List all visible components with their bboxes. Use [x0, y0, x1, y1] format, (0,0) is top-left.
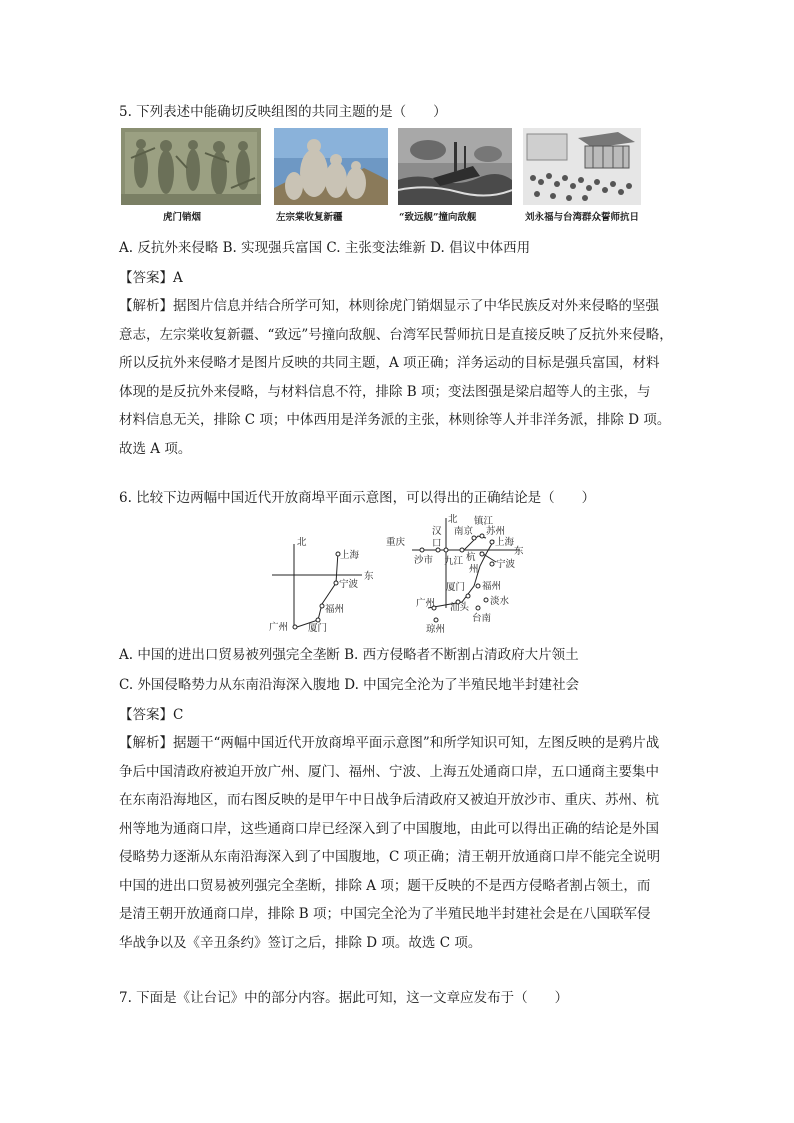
- caption-zhiyuan: “致远舰”撞向敌舰: [399, 212, 477, 223]
- port-xiamen: [316, 618, 320, 622]
- q6-stem: 6. 比较下边两幅中国近代开放商埠平面示意图，可以得出的正确结论是（ ）: [119, 490, 596, 506]
- port-fuzhou: [320, 604, 324, 608]
- q6-analysis-line: 华战争以及《辛丑条约》签订之后，排除 D 项。故选 C 项。: [119, 934, 482, 951]
- caption-humen: 虎门销烟: [163, 212, 202, 223]
- q6-analysis-line: 中国的进出口贸易被列强完全垄断，排除 A 项；题干反映的不是西方侵略者割占领土，而: [119, 877, 651, 894]
- port-hankou: [444, 548, 448, 552]
- city-label: 广州: [269, 622, 289, 633]
- q6-analysis: [119, 729, 689, 957]
- left-port-map: [262, 530, 382, 638]
- caption-liu-yongfu: 刘永福与台湾群众誓师抗日: [525, 212, 640, 223]
- q5-analysis-line: 材料信息无关，排除 C 项；中体西用是洋务派的主张，林则徐等人并非洋务派，排除 D 项。: [119, 412, 671, 428]
- city-label: 广州: [416, 598, 436, 609]
- q7-stem: 7. 下面是《让台记》中的部分内容。据此可知，这一文章应发布于（ ）: [119, 990, 569, 1006]
- q6-option-ab: A. 中国的进出口贸易被列强完全垄断 B. 西方侵略者不断割占清政府大片领土: [119, 647, 579, 663]
- port-ningbo: [490, 562, 494, 566]
- city-label: 重庆: [386, 537, 406, 548]
- port-fuzhou: [476, 584, 480, 588]
- q6-analysis-line: 争后中国清政府被迫开放广州、厦门、福州、宁波、上海五处通商口岸，五口通商主要集中: [119, 763, 659, 780]
- port-ningbo: [334, 581, 338, 585]
- humen-relief-image: [121, 128, 261, 205]
- city-label: 汉: [432, 526, 442, 537]
- q5-options: A. 反抗外来侵略 B. 实现强兵富国 C. 主张变法维新 D. 倡议中体西用: [119, 240, 531, 256]
- right-port-map: [382, 510, 532, 636]
- city-label: 镇江: [474, 516, 494, 527]
- city-label: 福州: [482, 581, 502, 592]
- q5-analysis-line: 意志，左宗棠收复新疆、“致远”号撞向敌舰、台湾军民誓师抗日是直接反映了反抗外来侵略，: [119, 326, 673, 343]
- city-label: 南京: [454, 526, 474, 537]
- q6-answer: 【答案】C: [119, 707, 184, 723]
- east-label: 东: [514, 546, 524, 557]
- port-zhenjiang: [480, 534, 484, 538]
- port-xiamen: [466, 594, 470, 598]
- zhiyuan-warship-image: [398, 128, 512, 205]
- coastline: [294, 552, 338, 628]
- q5-stem: 5. 下列表述中能确切反映组图的共同主题的是（ ）: [119, 104, 447, 120]
- q5-analysis-line: 所以反抗外来侵略才是图片反映的共同主题，A 项正确；洋务运动的目标是强兵富国，材料: [119, 355, 660, 371]
- city-label: 厦门: [308, 623, 328, 634]
- city-label: 苏州: [486, 526, 506, 537]
- port-shanghai: [490, 540, 494, 544]
- q5-answer: 【答案】A: [119, 270, 183, 286]
- q5-analysis-line: 【解析】据图片信息并结合所学可知，林则徐虎门销烟显示了中华民族反对外来侵略的坚强: [119, 298, 659, 314]
- zuo-zongtang-statue-image: [274, 128, 388, 205]
- port-tainan: [476, 606, 480, 610]
- city-label: 九江: [444, 556, 464, 567]
- city-label: 沙市: [414, 555, 434, 566]
- city-label: 台南: [472, 613, 492, 624]
- q5-analysis: [119, 292, 689, 463]
- city-label: 福州: [325, 604, 345, 615]
- north-label: 北: [448, 514, 458, 525]
- city-label: 州: [469, 564, 479, 575]
- north-label: 北: [297, 537, 307, 548]
- city-label: 淡水: [490, 596, 510, 607]
- city-label: 上海: [495, 537, 515, 548]
- city-label: 琼州: [426, 624, 446, 635]
- city-label: 厦门: [446, 582, 466, 593]
- port-danshui: [484, 598, 488, 602]
- caption-zuo-zongtang: 左宗棠收复新疆: [276, 212, 343, 223]
- q5-analysis-line: 体现的是反抗外来侵略，与材料信息不符，排除 B 项；变法图强是梁启超等人的主张，与: [119, 383, 651, 400]
- east-label: 东: [364, 571, 374, 582]
- port-jiujiang: [460, 548, 464, 552]
- city-label: 杭: [466, 552, 476, 563]
- q6-analysis-line: 侵略势力逐渐从东南沿海深入到了中国腹地，C 项正确；清王朝开放通商口岸不能完全说明: [119, 849, 661, 865]
- q6-analysis-line: 是清王朝开放通商口岸，排除 B 项；中国完全沦为了半殖民地半封建社会是在八国联军侵: [119, 906, 651, 922]
- q5-analysis-line: 故选 A 项。: [119, 440, 192, 457]
- q6-option-cd: C. 外国侵略势力从东南沿海深入腹地 D. 中国完全沦为了半殖民地半封建社会: [119, 677, 580, 693]
- q6-analysis-line: 在东南沿海地区，而右图反映的是甲午中日战争后清政府又被迫开放沙市、重庆、苏州、杭: [119, 792, 659, 808]
- q6-analysis-line: 州等地为通商口岸，这些通商口岸已经深入到了中国腹地，由此可以得出正确的结论是外国: [119, 820, 659, 837]
- city-label: 上海: [340, 550, 360, 561]
- port-qiongzhou: [434, 618, 438, 622]
- port-chongqing: [420, 548, 424, 552]
- port-hangzhou: [480, 552, 484, 556]
- liu-yongfu-oath-image: [523, 128, 641, 205]
- city-label: 宁波: [496, 559, 516, 570]
- city-label: 口: [432, 538, 442, 549]
- port-guangzhou: [293, 625, 297, 629]
- q6-analysis-line: 【解析】据题干“两幅中国近代开放商埠平面示意图”和所学知识可知，左图反映的是鸦片战: [119, 735, 660, 751]
- city-label: 汕头: [450, 602, 470, 613]
- city-label: 宁波: [339, 579, 359, 590]
